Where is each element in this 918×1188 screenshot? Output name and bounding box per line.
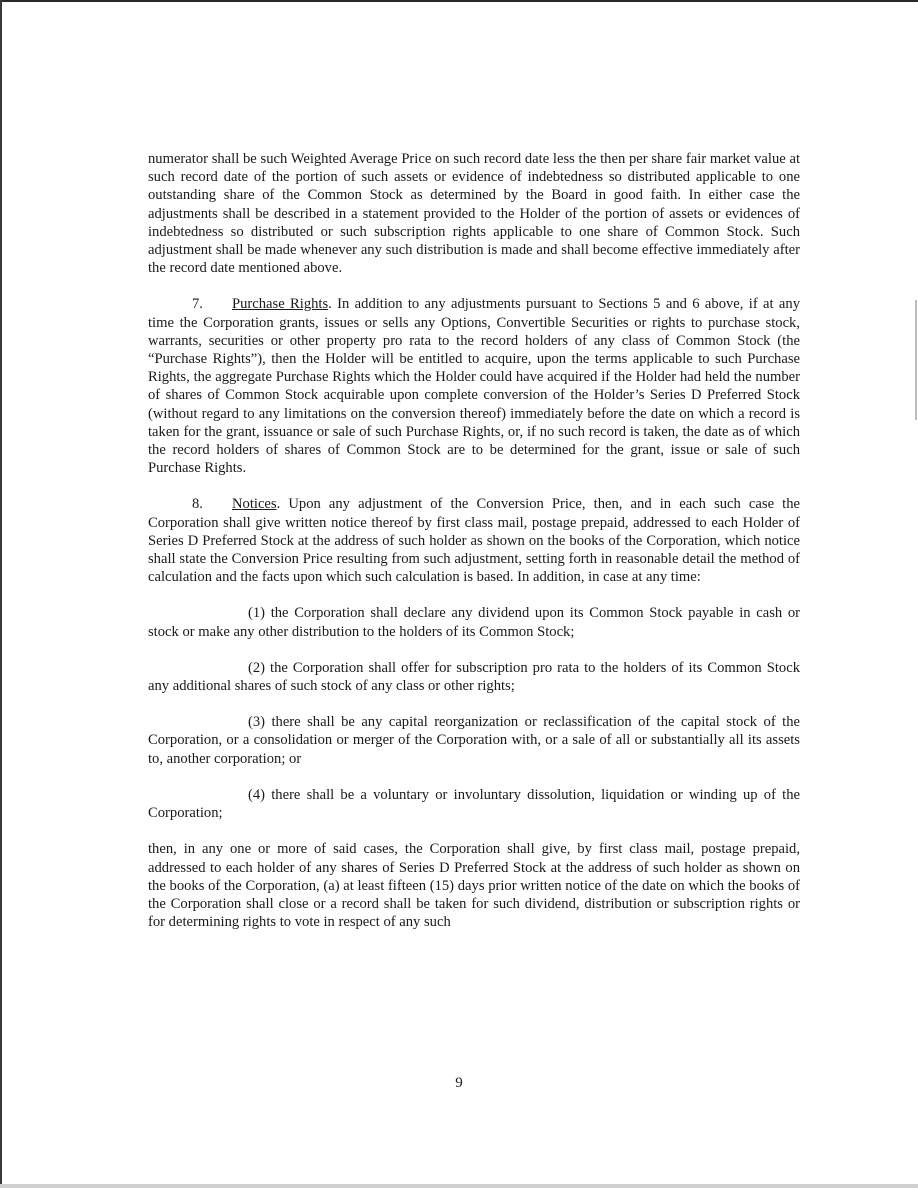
- section-title: Purchase Rights: [232, 296, 329, 313]
- section-title: Notices: [232, 496, 277, 513]
- page-number: 9: [455, 1075, 463, 1091]
- section-number: 8.: [192, 496, 203, 513]
- section-8-notices: [148, 495, 800, 586]
- section-7-purchase-rights: [148, 295, 800, 477]
- list-item-1: (1) the Corporation shall declare any dividend upon its Common Stock payable in cash or stock or make any other distribution to the holders of its Common Stock;: [148, 605, 800, 640]
- closing-paragraph: then, in any one or more of said cases, the Corporation shall give, by first class mail, postage prepaid, addressed to each holder of any shares of Series D Preferred Stock at the address of such holder as shown on the books of the Corporation, (a) at least fifteen (15) days prior written notice of the date on which the books of the Corporation shall close or a record shall be taken for such dividend, distribution or subscription rights or for determining rights to vote in respect of any such: [148, 841, 800, 931]
- scan-edge-right-mark: [915, 300, 917, 420]
- list-item-4: (4) there shall be a voluntary or involuntary dissolution, liquidation or winding up of the Corporation;: [148, 786, 800, 822]
- section-body: . Upon any adjustment of the Conversion Price, then, and in each such case the Corporation shall give written notice thereof by first class mail, postage prepaid, addressed to each Holder of Series D Preferred Stock at the address of such holder as shown on the books of the Corporation, which notice shall state the Conversion Price resulting from such adjustment, setting forth in reasonable detail the method of calculation and the facts upon which such calculation is based. In addition, in case at any time:: [148, 496, 800, 586]
- scan-edge-bottom: [0, 1184, 918, 1188]
- document-page: [148, 150, 800, 931]
- section-number: 7.: [192, 296, 203, 313]
- list-item-3: (3) there shall be any capital reorganization or reclassification of the capital stock of the Corporation, or a consolidation or merger of the Corporation with, or a sale of all or substantially all its assets to, another corporation; or: [148, 714, 800, 767]
- intro-paragraph: numerator shall be such Weighted Average Price on such record date less the then per share fair market value at such record date of the portion of such assets or evidence of indebtedness so distributed applicable to one outstanding share of the Common Stock as determined by the Board in good faith. In either case the adjustments shall be described in a statement provided to the Holder of the portion of assets or evidences of indebtedness so distributed or such subscription rights applicable to one share of Common Stock. Such adjustment shall be made whenever any such distribution is made and shall become effective immediately after the record date mentioned above.: [148, 151, 800, 277]
- list-item-2: (2) the Corporation shall offer for subscription pro rata to the holders of its Common Stock any additional shares of such stock of any class or other rights;: [148, 659, 800, 695]
- scan-edge-top: [0, 0, 918, 2]
- scan-edge-left: [0, 0, 2, 1188]
- section-body: . In addition to any adjustments pursuant to Sections 5 and 6 above, if at any time the Corporation grants, issues or sells any Options, Convertible Securities or rights to purchase stock, warrants, securities or other property pro rata to the record holders of any class of Common Stock (the “Purchase Rights”), then the Holder will be entitled to acquire, upon the terms applicable to such Purchase Rights, the aggregate Purchase Rights which the Holder could have acquired if the Holder had held the number of shares of Common Stock acquirable upon complete conversion of the Holder’s Series D Preferred Stock (without regard to any limitations on the conversion thereof) immediately before the date on which a record is taken for the grant, issuance or sale of such Purchase Rights, or, if no such record is taken, the date as of which the record holders of shares of Common Stock are to be determined for the grant, issue or sale of such Purchase Rights.: [148, 296, 800, 477]
